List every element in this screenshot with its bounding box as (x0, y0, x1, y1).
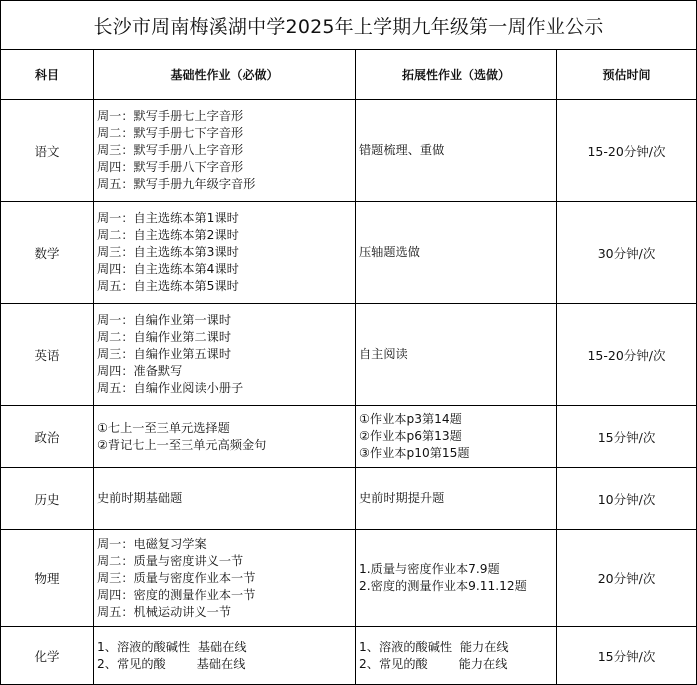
extended-homework-line: 1、溶液的酸碱性 能力在线 (359, 639, 509, 654)
basic-homework-line: 周四：准备默写 (97, 364, 183, 378)
basic-homework-cell (94, 530, 356, 627)
basic-homework-line: 周五：自编作业阅读小册子 (97, 381, 244, 395)
basic-homework-line: 周三：默写手册八上字音形 (97, 143, 244, 157)
basic-homework-cell (94, 406, 356, 468)
header-basic: 基础性作业（必做） (94, 50, 356, 100)
extended-homework-cell (356, 406, 557, 468)
extended-homework-line: ③作业本p10第15题 (359, 446, 470, 460)
basic-homework-line: 周三：自编作业第五课时 (97, 347, 232, 361)
extended-homework-line: 压轴题选做 (359, 245, 420, 259)
table-row (1, 627, 697, 685)
time-cell: 10分钟/次 (557, 468, 697, 530)
time-cell: 30分钟/次 (557, 202, 697, 304)
table-row (1, 100, 697, 202)
extended-homework-line: ②作业本p6第13题 (359, 429, 462, 443)
title-row (1, 1, 697, 50)
time-cell: 15-20分钟/次 (557, 304, 697, 406)
header-time: 预估时间 (557, 50, 697, 100)
extended-homework-cell (356, 627, 557, 685)
extended-homework-line: 2、常见的酸 能力在线 (359, 656, 508, 671)
extended-homework-cell (356, 304, 557, 406)
table-row (1, 530, 697, 627)
extended-homework-cell (356, 468, 557, 530)
basic-homework-line: 周二：默写手册七下字音形 (97, 126, 244, 140)
basic-homework-line: 周二：质量与密度讲义一节 (97, 553, 244, 568)
basic-homework-line: ②背记七上一至三单元高频金句 (97, 437, 267, 452)
basic-homework-cell (94, 202, 356, 304)
extended-homework-line: 1.质量与密度作业本7.9题 (359, 562, 500, 576)
time-cell: 20分钟/次 (557, 530, 697, 627)
basic-homework-cell (94, 627, 356, 685)
subject-cell: 化学 (1, 627, 94, 685)
header-subject: 科目 (1, 50, 94, 100)
basic-homework-line: 周一：电磁复习学案 (97, 536, 207, 551)
basic-homework-line: 周一：默写手册七上字音形 (97, 109, 244, 123)
table-row (1, 304, 697, 406)
basic-homework-line: 周五：自主选练本第5课时 (97, 279, 239, 293)
basic-homework-line: 周三：质量与密度作业本一节 (97, 570, 256, 585)
extended-homework-cell (356, 530, 557, 627)
time-cell: 15-20分钟/次 (557, 100, 697, 202)
subject-cell: 物理 (1, 530, 94, 627)
extended-homework-line: ①作业本p3第14题 (359, 412, 462, 426)
basic-homework-line: 周四：自主选练本第4课时 (97, 262, 239, 276)
extended-homework-line: 错题梳理、重做 (359, 143, 445, 157)
extended-homework-line: 自主阅读 (359, 347, 408, 361)
basic-homework-line: 周一：自主选练本第1课时 (97, 211, 239, 225)
subject-cell: 政治 (1, 406, 94, 468)
basic-homework-cell (94, 304, 356, 406)
basic-homework-line: 周三：自主选练本第3课时 (97, 245, 239, 259)
extended-homework-line: 2.密度的测量作业本9.11.12题 (359, 579, 527, 593)
table-row (1, 406, 697, 468)
extended-homework-cell (356, 100, 557, 202)
table-row (1, 202, 697, 304)
subject-cell: 语文 (1, 100, 94, 202)
subject-cell: 历史 (1, 468, 94, 530)
extended-homework-cell (356, 202, 557, 304)
subject-cell: 数学 (1, 202, 94, 304)
time-cell: 15分钟/次 (557, 627, 697, 685)
basic-homework-line: 周四：密度的测量作业本一节 (97, 587, 256, 602)
extended-homework-line: 史前时期提升题 (359, 491, 445, 505)
table-row (1, 468, 697, 530)
basic-homework-line: 史前时期基础题 (97, 491, 183, 505)
basic-homework-line: 周一：自编作业第一课时 (97, 313, 232, 327)
basic-homework-line: 周五：默写手册九年级字音形 (97, 177, 256, 191)
basic-homework-cell (94, 100, 356, 202)
header-extended: 拓展性作业（选做） (356, 50, 557, 100)
basic-homework-line: 2、常见的酸 基础在线 (97, 656, 246, 671)
time-cell: 15分钟/次 (557, 406, 697, 468)
basic-homework-cell (94, 468, 356, 530)
basic-homework-line: 周二：自主选练本第2课时 (97, 228, 239, 242)
basic-homework-line: 周四：默写手册八下字音形 (97, 160, 244, 174)
header-row (1, 50, 697, 100)
basic-homework-line: ①七上一至三单元选择题 (97, 420, 230, 435)
basic-homework-line: 1、溶液的酸碱性 基础在线 (97, 639, 247, 654)
basic-homework-line: 周五：机械运动讲义一节 (97, 604, 232, 619)
subject-cell: 英语 (1, 304, 94, 406)
page-title: 长沙市周南梅溪湖中学2025年上学期九年级第一周作业公示 (1, 1, 697, 50)
basic-homework-line: 周二：自编作业第二课时 (97, 330, 232, 344)
